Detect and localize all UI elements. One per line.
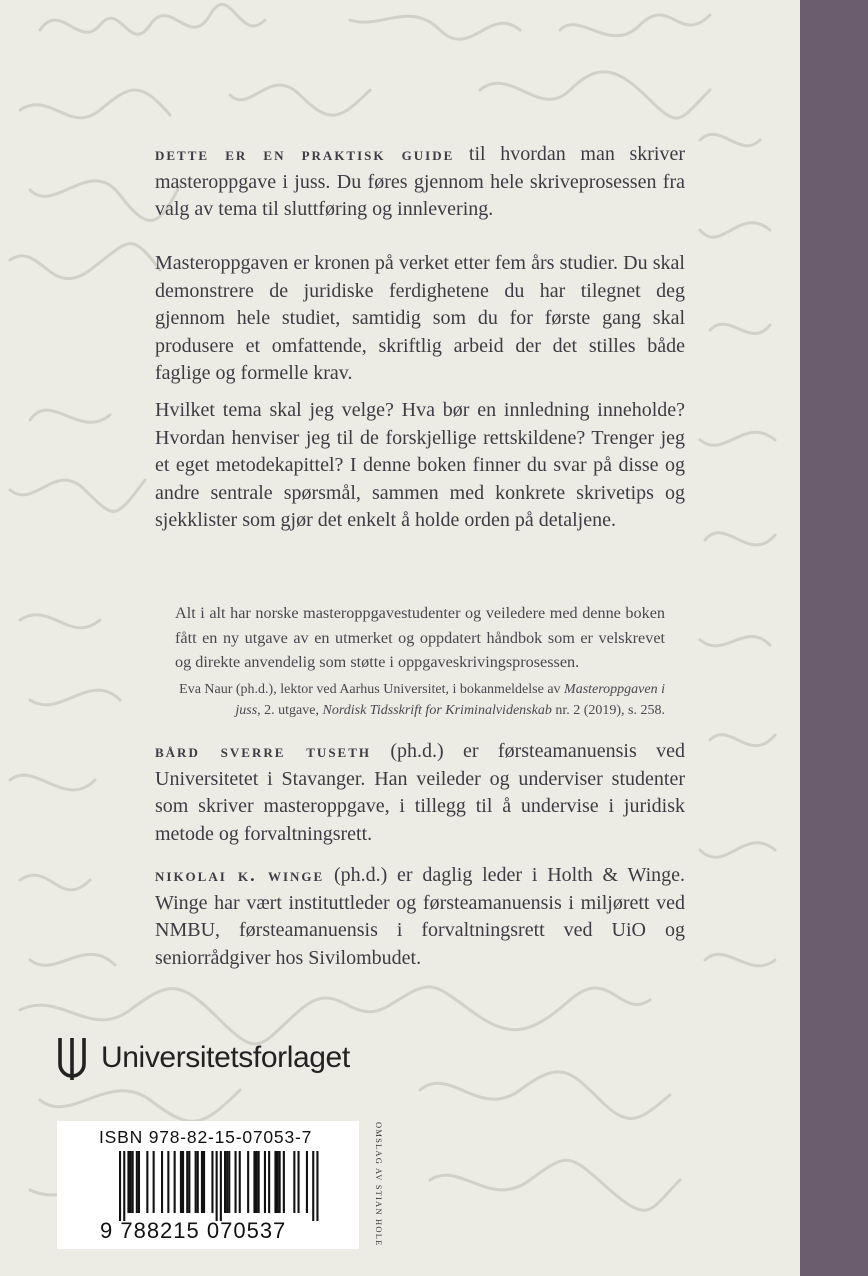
barcode-bar [138,1151,140,1213]
barcode-guard-bar [119,1151,121,1221]
isbn-barcode-box [57,1121,359,1249]
author-name-1: bård sverre tuseth [155,741,372,761]
barcode-bar [274,1151,276,1213]
author-bio-text-2: (ph.d.) er daglig leder i Holth & Winge. Winge har vært instituttleder og førsteamanuensis i miljørett ved NMBU, førsteamanuensis i forvaltningsrett ved UiO og seniorrådgiver hos Sivilombudet. [155,864,685,969]
quote-attribution [175,679,665,721]
isbn-label: ISBN 978-82-15-07053-7 [99,1127,313,1147]
attribution-edition: , 2. utgave, [257,703,323,718]
body-paragraph-3: Hvilket tema skal jeg velge? Hva bør en innledning inneholde? Hvordan henviser jeg til de forskjellige rettskildene? Trenger jeg et eget metodekapittel? I denne boken finner du svar på disse og andre sentrale spørsmål, sammen med konkrete skrivetips og sjekklister som gjør det enkelt å holde orden på detaljene. [155,399,685,531]
barcode-bar [253,1151,255,1213]
barcode-bar [298,1151,300,1213]
intro-lead: dette er en praktisk guide [155,144,455,164]
barcode-bar [226,1151,228,1213]
barcode-bar [182,1151,184,1213]
barcode-bar [279,1151,281,1213]
barcode-bar [132,1151,134,1213]
barcode-bar [228,1151,230,1213]
barcode-bar [293,1151,295,1213]
attribution-author: Eva Naur (ph.d.), lektor ved Aarhus Universitet, i bokanmeldelse av [179,682,565,697]
review-quote: Alt i alt har norske masteroppgavestudenter og veiledere med denne boken fått en ny utgave av en utmerket og oppdatert håndbok som er velskrevet og direkte anvendelig som støtte i oppgaveskrivingsprosessen. [175,604,665,672]
barcode-bar [201,1151,203,1213]
author-bio-text-1: (ph.d.) er førsteamanuensis ved Universitetet i Stavanger. Han veileder og underviser studenter som skriver masteroppgave, i tillegg til å undervise i juridisk metode og forvaltningsrett. [155,740,685,845]
universitetsforlaget-logo-icon [57,1036,87,1080]
cover-credit: OMSLAG AV STIAN HOLE [374,1122,384,1247]
barcode-bar [146,1151,148,1213]
author-bio-1 [155,738,685,848]
ean-digits: 9 788215 070537 [100,1218,287,1243]
barcode-bar [258,1151,260,1213]
body-paragraph-2: Masteroppgaven er kronen på verket etter fem års studier. Du skal demonstrere de juridiske ferdighetene du har tilegnet deg gjennom hele studiet, samtidig som du for første gang skal produsere et omfattende, skriftlig arbeid der det stilles både faglige og formelle krav. [155,252,685,384]
barcode-bar [153,1151,155,1213]
barcode-bar [130,1151,132,1213]
barcode-bar [203,1151,205,1213]
barcode-guard-bar [123,1151,125,1221]
barcode-bar [161,1151,163,1213]
barcode-guard-bar [316,1151,318,1221]
attribution-reference: nr. 2 (2019), s. 258. [551,703,665,718]
publisher-name: Universitetsforlaget [101,1041,350,1074]
barcode-bar [195,1151,197,1213]
intro-paragraph [155,141,685,224]
barcode-bar [277,1151,279,1213]
barcode-bar [283,1151,285,1213]
barcode-bar [136,1151,138,1213]
barcode-bar [186,1151,188,1213]
author-name-2: nikolai k. winge [155,865,325,885]
barcode-bar [235,1151,237,1213]
author-bio-2 [155,862,685,972]
barcode-guard-bar [220,1151,222,1221]
barcode-bar [174,1151,176,1213]
barcode-bar [256,1151,258,1213]
barcode-guard-bar [216,1151,218,1221]
barcode-bar [268,1151,270,1213]
barcode-bar [224,1151,226,1213]
spine-color-strip [800,0,868,1276]
barcode-guard-bar [312,1151,314,1221]
barcode-bar [239,1151,241,1213]
barcode-bar [211,1151,213,1213]
barcode-bar [264,1151,266,1213]
barcode-bar [188,1151,190,1213]
barcode-bar [127,1151,129,1213]
barcode-bar [180,1151,182,1213]
barcode-bar [167,1151,169,1213]
intro-text: til hvordan man skriver masteroppgave i juss. Du føres gjennom hele skriveprosessen fra valg av tema til sluttføring og innlevering. [155,143,685,220]
publisher-logo [57,1034,350,1082]
attribution-journal: Nordisk Tidsskrift for Kriminalvidenskab [322,703,552,718]
barcode-bar [197,1151,199,1213]
barcode-bar [247,1151,249,1213]
ean-barcode [119,1151,319,1223]
barcode-bar [306,1151,308,1213]
attribution-book-title: Masteroppgaven i juss [235,682,665,718]
